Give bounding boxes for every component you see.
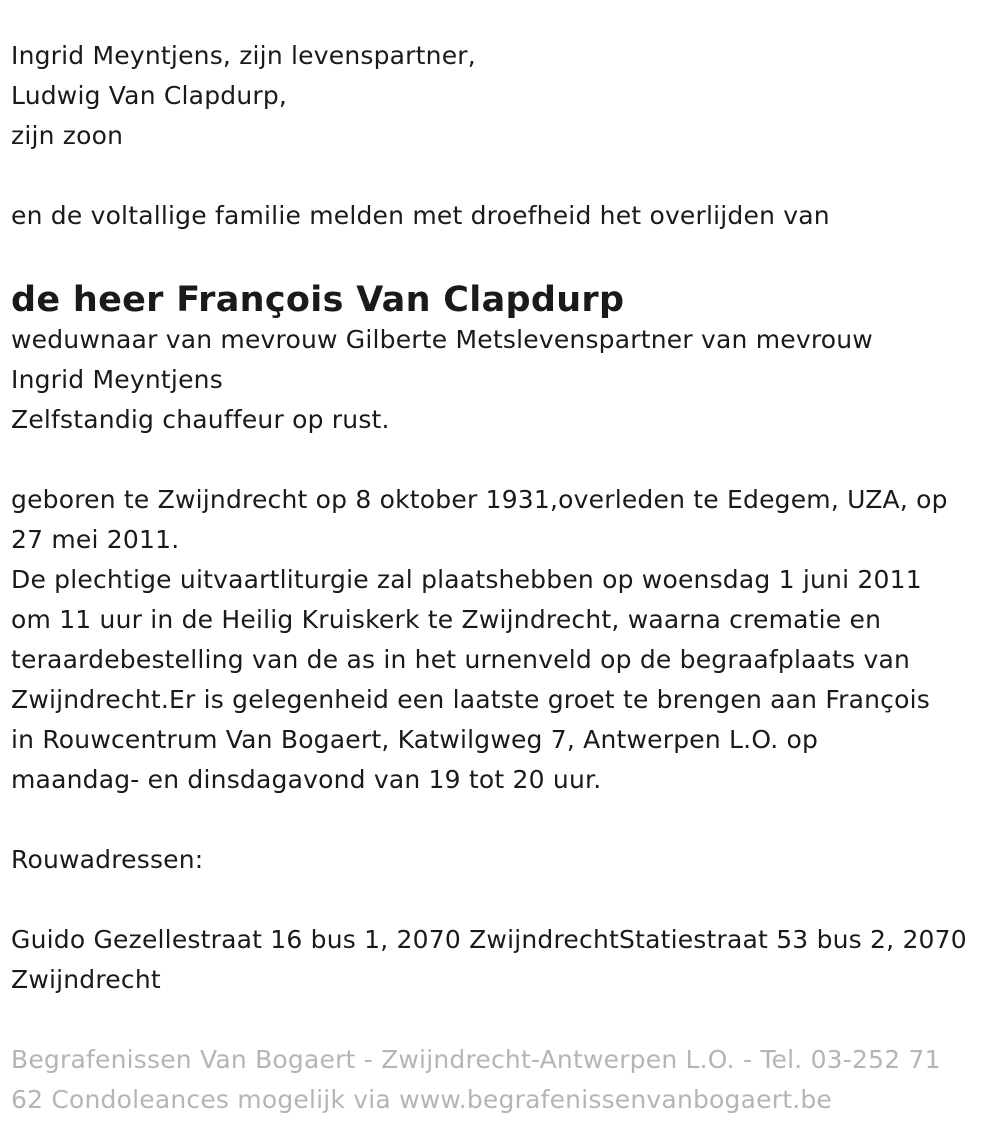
obituary-notice [11, 36, 989, 1120]
funeral-home-footer [11, 1040, 989, 1120]
funeral-line: Zwijndrecht.Er is gelegenheid een laatste groet te brengen aan François [11, 685, 930, 714]
address-line-2: Zwijndrecht [11, 965, 161, 994]
announcer-son-name: Ludwig Van Clapdurp, [11, 81, 288, 110]
announcer-son-relation: zijn zoon [11, 121, 124, 150]
announcer-partner: Ingrid Meyntjens, zijn levenspartner, [11, 41, 476, 70]
addresses-section [11, 920, 989, 1000]
deceased-relation-line-2: Ingrid Meyntjens [11, 365, 223, 394]
birth-death-line-2: 27 mei 2011. [11, 525, 180, 554]
spacer [11, 800, 989, 840]
birth-death-line-1: geboren te Zwijndrecht op 8 oktober 1931,overleden te Edegem, UZA, op [11, 485, 948, 514]
funeral-line: teraardebestelling van de as in het urnenveld op de begraafplaats van [11, 645, 911, 674]
funeral-line: De plechtige uitvaartliturgie zal plaatshebben op woensdag 1 juni 2011 [11, 565, 922, 594]
footer-line-1: Begrafenissen Van Bogaert - Zwijndrecht-Antwerpen L.O. - Tel. 03-252 71 [11, 1045, 941, 1074]
spacer [11, 880, 989, 920]
spacer [11, 440, 989, 480]
deceased-name: de heer François Van Clapdurp [11, 280, 625, 320]
funeral-line: om 11 uur in de Heilig Kruiskerk te Zwijndrecht, waarna crematie en [11, 605, 882, 634]
spacer [11, 1000, 989, 1040]
funeral-line: in Rouwcentrum Van Bogaert, Katwilgweg 7, Antwerpen L.O. op [11, 725, 819, 754]
address-line-1: Guido Gezellestraat 16 bus 1, 2070 ZwijndrechtStatiestraat 53 bus 2, 2070 [11, 925, 967, 954]
addresses-heading: Rouwadressen: [11, 845, 204, 874]
details-section [11, 480, 989, 800]
funeral-line: maandag- en dinsdagavond van 19 tot 20 uur. [11, 765, 602, 794]
spacer [11, 156, 989, 196]
footer-line-2: 62 Condoleances mogelijk via www.begrafenissenvanbogaert.be [11, 1085, 833, 1114]
deceased-section [11, 276, 989, 440]
announcers-section [11, 36, 989, 156]
deceased-occupation: Zelfstandig chauffeur op rust. [11, 405, 390, 434]
spacer [11, 236, 989, 276]
announcement-intro: en de voltallige familie melden met droefheid het overlijden van [11, 201, 830, 230]
deceased-relation-line-1: weduwnaar van mevrouw Gilberte Metslevenspartner van mevrouw [11, 325, 873, 354]
